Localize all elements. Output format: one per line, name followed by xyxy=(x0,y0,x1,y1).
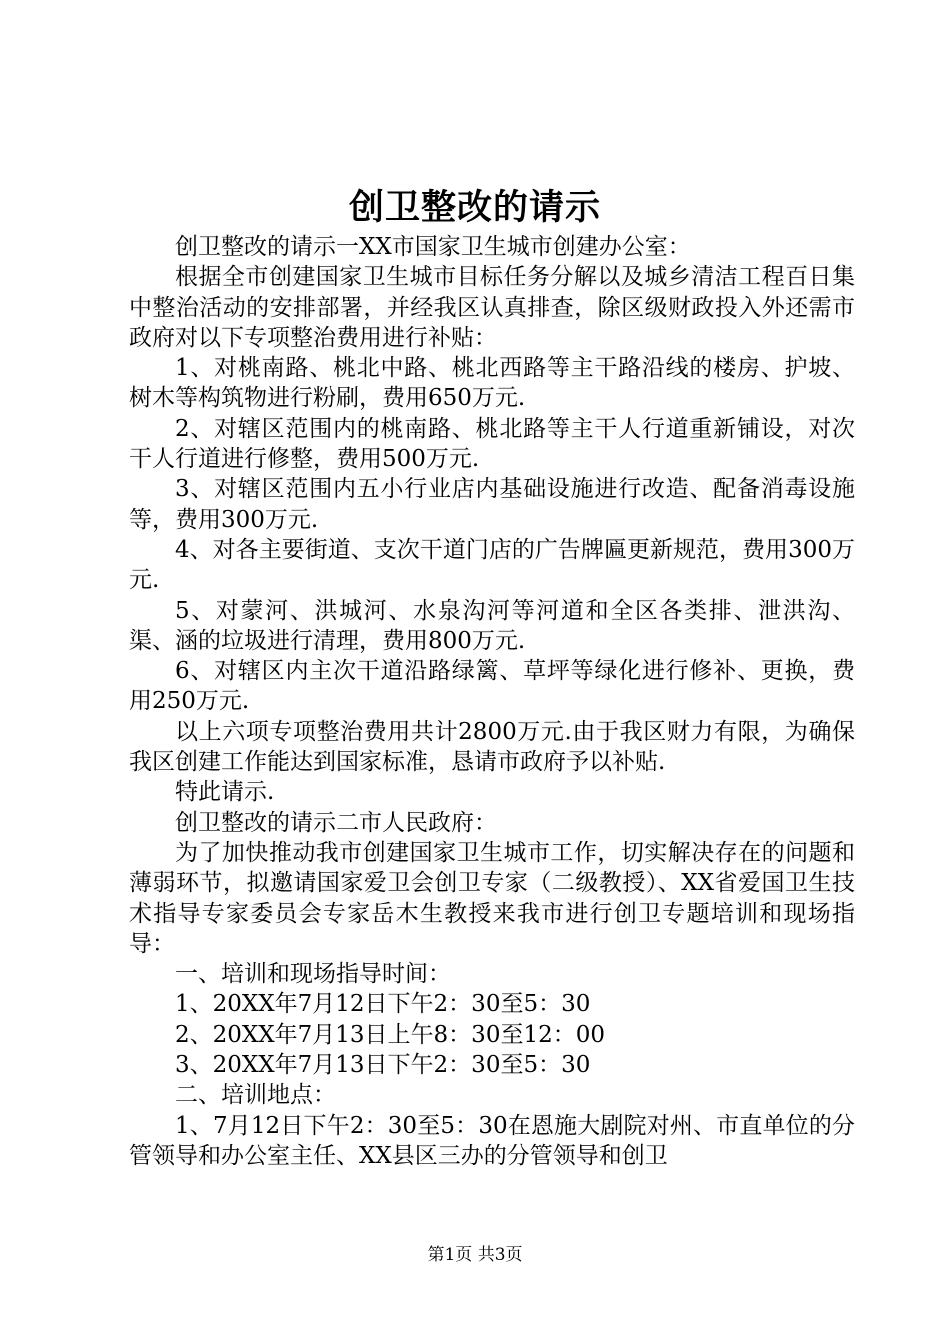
paragraph: 3、对辖区范围内五小行业店内基础设施进行改造、配备消毒设施等，费用300万元. xyxy=(129,476,855,533)
paragraph: 3、20XX年7月13日下午2：30至5：30 xyxy=(175,1052,591,1079)
paragraph: 为了加快推动我市创建国家卫生城市工作，切实解决存在的问题和薄弱环节，拟邀请国家爱卫会创卫专家（二级教授）、XX省爱国卫生技术指导专家委员会专家岳木生教授来我市进行创卫专题培训和现场指导： xyxy=(129,839,855,957)
paragraph: 根据全市创建国家卫生城市目标任务分解以及城乡清洁工程百日集中整治活动的安排部署，并经我区认真排查，除区级财政投入外还需市政府对以下专项整治费用进行补贴： xyxy=(129,264,855,351)
document-body xyxy=(129,232,855,1171)
paragraph: 1、7月12日下午2：30至5：30在恩施大剧院对州、市直单位的分管领导和办公室主任、XX县区三办的分管领导和创卫 xyxy=(129,1112,855,1169)
page-footer: 第1页 共3页 xyxy=(427,1245,523,1265)
paragraph: 一、培训和现场指导时间： xyxy=(175,961,451,988)
paragraph: 二、培训地点： xyxy=(175,1082,336,1109)
paragraph: 5、对蒙河、洪城河、水泉沟河等河道和全区各类排、泄洪沟、渠、涵的垃圾进行清理，费用800万元. xyxy=(129,597,855,654)
paragraph: 创卫整改的请示二市人民政府： xyxy=(175,809,497,836)
paragraph: 1、20XX年7月12日下午2：30至5：30 xyxy=(175,991,591,1018)
paragraph: 以上六项专项整治费用共计2800万元.由于我区财力有限，为确保我区创建工作能达到国家标准，恳请市政府予以补贴. xyxy=(129,718,855,776)
paragraph: 6、对辖区内主次干道沿路绿篱、草坪等绿化进行修补、更换，费用250万元. xyxy=(129,658,855,715)
paragraph: 2、20XX年7月13日上午8：30至12：00 xyxy=(175,1021,605,1048)
paragraph: 特此请示. xyxy=(175,779,275,806)
paragraph: 2、对辖区范围内的桃南路、桃北路等主干人行道重新铺设，对次干人行道进行修整，费用500万元. xyxy=(129,415,855,473)
paragraph: 1、对桃南路、桃北中路、桃北西路等主干路沿线的楼房、护坡、树木等构筑物进行粉刷，费用650万元. xyxy=(129,355,855,412)
document-title: 创卫整改的请示 xyxy=(348,187,601,228)
paragraph: 4、对各主要街道、支次干道门店的广告牌匾更新规范，费用300万元. xyxy=(129,536,855,594)
paragraph: 创卫整改的请示一XX市国家卫生城市创建办公室： xyxy=(175,234,691,260)
